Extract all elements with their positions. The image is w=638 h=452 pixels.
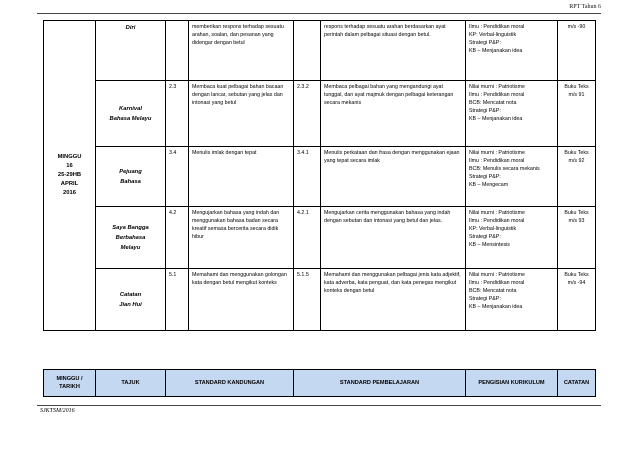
sp-code: 2.3.2 — [294, 81, 321, 147]
sp-code: 5.1.5 — [294, 269, 321, 331]
pk-line: KB – Menjanakan idea — [469, 116, 523, 122]
pk-line: Strategi P&P: — [469, 40, 501, 46]
pk-cell — [466, 207, 558, 269]
pk-line: KB – Menjanakan idea — [469, 48, 523, 54]
pk-line: Ilmu : Pendidikan moral — [469, 158, 525, 164]
column-header-row — [44, 370, 596, 397]
sp-text: Memahami dan menggunakan pelbagai jenis kata adjektif, kata adverba, kata penguat, dan kata penegas mengikut konteks dengan betul — [321, 269, 466, 331]
pk-line: BCB: Menulis secara mekanis — [469, 166, 540, 172]
table-row — [44, 147, 596, 207]
sp-text: Membaca pelbagai bahan yang mengandungi ayat tunggal, dan ayat majmuk dengan pelbagai keterangan secara mekanis — [321, 81, 466, 147]
tajuk-cell — [96, 207, 166, 269]
week-label: MINGGU — [57, 154, 82, 160]
pk-line: Strategi P&P: — [469, 174, 501, 180]
pk-line: KB – Mensintesis — [469, 242, 510, 248]
catatan-cell: Buku Teks m/s -94 — [558, 269, 596, 331]
sk-text: Menulis imlak dengan tepat — [189, 147, 294, 207]
sk-code: 3.4 — [166, 147, 189, 207]
tajuk-cell — [96, 269, 166, 331]
rpt-table — [43, 20, 596, 331]
footer-rule — [37, 405, 601, 406]
pk-line: Strategi P&P: — [469, 234, 501, 240]
table-row — [44, 207, 596, 269]
sk-code — [166, 21, 189, 81]
sp-text: Mengujarkan cerita menggunakan bahasa yang indah dengan sebutan dan intonasi yang betul dan jelas. — [321, 207, 466, 269]
sk-text: Membaca kuat pelbagai bahan bacaan dengan lancar, sebutan yang jelas dan intonasi yang betul — [189, 81, 294, 147]
pk-line: KP: Verbal-linguistik — [469, 226, 517, 232]
tajuk-line: Karnival — [119, 105, 142, 112]
tajuk-line: Jian Hui — [119, 301, 142, 308]
catatan-cell: m/s -90 — [558, 21, 596, 81]
week-month: APRIL — [60, 181, 79, 187]
tajuk-line: Berbahasa — [115, 234, 146, 241]
tajuk-line: Pejuang — [119, 168, 142, 175]
header-standard-pembelajaran: STANDARD PEMBELAJARAN — [294, 370, 466, 397]
pk-line: KB – Menjanakan idea — [469, 304, 523, 310]
pk-cell — [466, 269, 558, 331]
pk-cell — [466, 21, 558, 81]
tajuk-line: Saya Bangga — [112, 224, 149, 231]
tajuk-line: Catatan — [119, 291, 142, 298]
sp-text: respons terhadap sesuatu arahan berdasarkan ayat perintah dalam pelbagai situasi dengan betul. — [321, 21, 466, 81]
week-year: 2016 — [63, 190, 76, 196]
pk-line: Ilmu : Pendidikan moral — [469, 280, 525, 286]
sp-code: 3.4.1 — [294, 147, 321, 207]
sp-text: Menulis perkataan dan frasa dengan menggunakan ejaan yang tepat secara imlak — [321, 147, 466, 207]
header-rule — [37, 13, 601, 14]
pk-line: KB – Mengecam — [469, 182, 509, 188]
pk-line: KP: Verbal-linguistik — [469, 32, 517, 38]
header-catatan: CATATAN — [558, 370, 596, 397]
catatan-cell: Buku Teks m/s 93 — [558, 207, 596, 269]
tajuk-line: Bahasa — [120, 178, 141, 185]
pk-line: Nilai murni : Patriotisme — [469, 210, 525, 216]
tajuk-cell — [96, 81, 166, 147]
pk-line: BCB: Mencatat nota — [469, 288, 517, 294]
tajuk-line: Bahasa Melayu — [109, 115, 152, 122]
pk-cell — [466, 81, 558, 147]
pk-line: Strategi P&P: — [469, 108, 501, 114]
pk-line: Ilmu : Pendidikan moral — [469, 92, 525, 98]
sk-code: 5.1 — [166, 269, 189, 331]
table-row — [44, 21, 596, 81]
sp-code: 4.2.1 — [294, 207, 321, 269]
sk-code: 4.2 — [166, 207, 189, 269]
header-standard-kandungan: STANDARD KANDUNGAN — [166, 370, 294, 397]
week-date-range: 25-29HB — [57, 172, 82, 178]
sk-code: 2.3 — [166, 81, 189, 147]
tajuk-cell — [96, 21, 166, 81]
table-row — [44, 269, 596, 331]
page-footer: SJKTSM/2016 — [40, 408, 75, 414]
header-tajuk: TAJUK — [96, 370, 166, 397]
week-number: 16 — [66, 163, 73, 169]
page-header: RPT Tahun 6 — [569, 4, 601, 10]
table-row — [44, 81, 596, 147]
pk-cell — [466, 147, 558, 207]
pk-line: Nilai murni : Patriotisme — [469, 150, 525, 156]
sk-text: Memahami dan menggunakan golongan kata dengan betul mengikut konteks — [189, 269, 294, 331]
pk-line: Strategi P&P: — [469, 296, 501, 302]
sk-text: memberikan respons terhadap sesuatu arahan, soalan, dan pesanan yang didengar dengan betul — [189, 21, 294, 81]
tajuk-cell — [96, 147, 166, 207]
header-minggu: MINGGU / TARIKH — [44, 370, 96, 397]
week-cell — [44, 21, 96, 331]
pk-line: BCB: Mencatat nota — [469, 100, 517, 106]
pk-line: Nilai murni : Patriotisme — [469, 84, 525, 90]
tajuk-line: Melayu — [120, 244, 141, 251]
pk-line: Nilai murni : Patriotisme — [469, 272, 525, 278]
sk-text: Mengujarkan bahasa yang indah dan menggunakan bahasa badan secara kreatif semasa bercerita secara didik hibur — [189, 207, 294, 269]
catatan-cell: Buku Teks m/s 92 — [558, 147, 596, 207]
tajuk-line: Diri — [125, 25, 136, 31]
header-pengisian-kurikulum: PENGISIAN KURIKULUM — [466, 370, 558, 397]
column-header-table — [43, 369, 596, 397]
sp-code — [294, 21, 321, 81]
pk-line: Ilmu : Pendidikan moral — [469, 218, 525, 224]
catatan-cell: Buku Teks m/s 91 — [558, 81, 596, 147]
pk-line: Ilmu : Pendidikan moral — [469, 24, 525, 30]
